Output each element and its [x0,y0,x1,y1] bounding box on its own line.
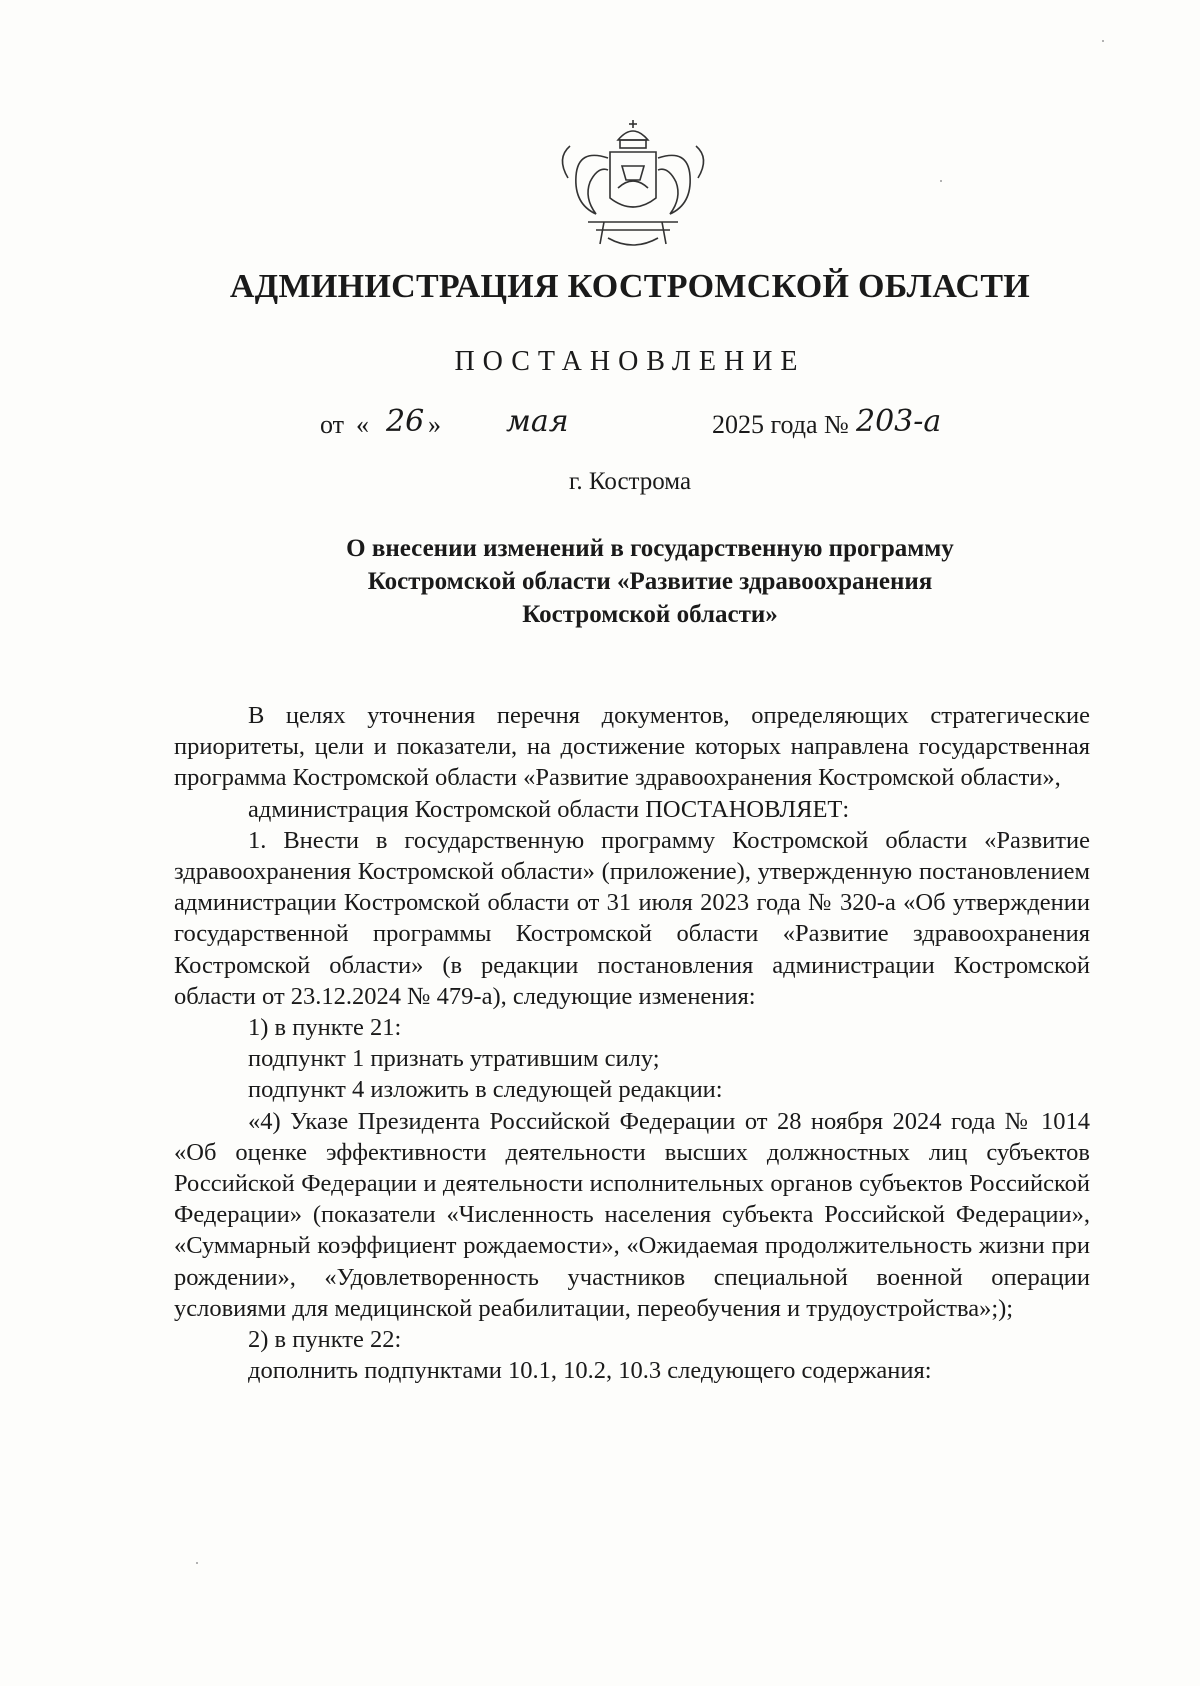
scan-speck [1102,40,1104,42]
document-number: 203-а [856,404,942,439]
agency-name: АДМИНИСТРАЦИЯ КОСТРОМСКОЙ ОБЛАСТИ [229,268,1031,305]
coat-of-arms-icon [548,118,718,258]
document-title [230,532,1070,631]
paragraph-quote: «4) Указе Президента Российской Федерации от 28 ноября 2024 года № 1014 «Об оценке эффективности деятельности высших должностных лиц субъектов Российской Федерации и деятельности исполнительных органов субъектов Российской Федерации» (показатели «Численность населения субъекта Российской Федерации», «Суммарный коэффициент рождаемости», «Ожидаемая продолжительность жизни при рождении», «Удовлетворенность участников специальной военной операции условиями для медицинской реабилитации, переобучения и трудоустройства»;); [174,1107,1090,1322]
paragraph-supplement: дополнить подпунктами 10.1, 10.2, 10.3 следующего содержания: [248,1357,932,1385]
title-line: Костромской области «Развитие здравоохранения [367,568,933,595]
title-line: Костромской области» [522,601,778,628]
scan-speck [196,1562,198,1564]
date-year-text: 2025 года № [712,410,849,439]
document-body [174,700,1090,1386]
paragraph-resolves: администрация Костромской области ПОСТАНОВЛЯЕТ: [248,795,850,823]
date-month: мая [506,404,569,439]
date-quote-close: » [428,410,441,439]
scan-speck [940,180,942,182]
paragraph-subitem-1: 1) в пункте 21: [248,1014,402,1042]
paragraph-preamble: В целях уточнения перечня документов, определяющих стратегические приоритеты, цели и показатели, на достижение которых направлена государственная программа Костромской области «Развитие здравоохранения Костромской области», [174,702,1090,792]
date-day: 26 [386,404,425,439]
date-prefix: от [320,410,345,439]
paragraph-subpoint-4: подпункт 4 изложить в следующей редакции: [248,1076,723,1104]
document-type: ПОСТАНОВЛЕНИЕ [454,346,806,377]
paragraph-subpoint-1: подпункт 1 признать утратившим силу; [248,1045,660,1073]
city: г. Кострома [568,468,692,495]
paragraph-item-1: 1. Внести в государственную программу Костромской области «Развитие здравоохранения Костромской области» (приложение), утвержденную постановлением администрации Костромской области от 31 июля 2023 года № 320-а «Об утверждении государственной программы Костромской области «Развитие здравоохранения Костромской области» (в редакции постановления администрации Костромской области от 23.12.2024 № 479-а), следующие изменения: [174,826,1090,1010]
title-line: О внесении изменений в государственную программу [346,535,954,562]
date-quote-open: « [356,410,369,439]
paragraph-subitem-2: 2) в пункте 22: [248,1326,402,1354]
